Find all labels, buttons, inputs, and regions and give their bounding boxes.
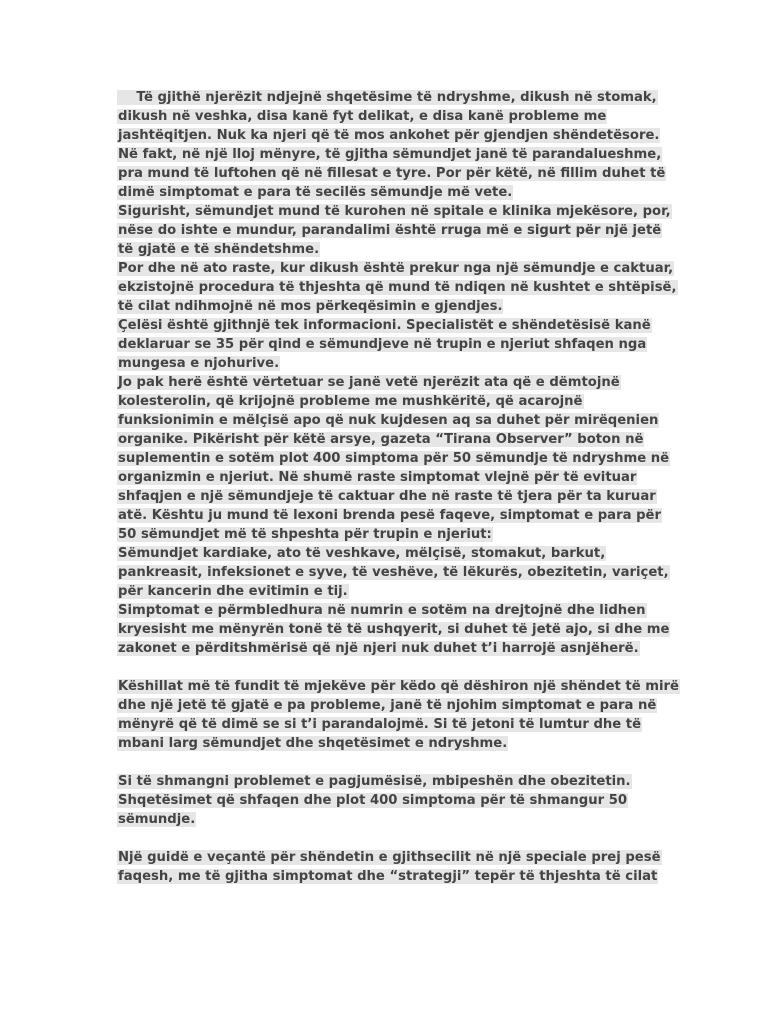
text-line	[117, 259, 674, 278]
text-line-content: atë. Kështu ju mund të lexoni brenda pesë faqeve, simptomat e para për	[118, 508, 661, 523]
text-line-content: funksionimin e mëlçisë apo që nuk kujdesen aq sa duhet për mirëqenien	[118, 413, 659, 428]
text-line	[117, 696, 657, 715]
text-line-content: Por dhe në ato raste, kur dikush është prekur nga një sëmundje e caktuar,	[118, 261, 674, 276]
text-line	[117, 354, 653, 373]
text-line	[117, 620, 670, 639]
text-line-content: ekzistojnë procedura të thjeshta që mund të ndiqen në kushtet e shtëpisë,	[118, 280, 677, 295]
text-line	[117, 164, 666, 183]
text-line	[117, 506, 661, 525]
text-line	[117, 867, 658, 886]
text-line	[117, 791, 653, 810]
text-line	[117, 601, 653, 620]
text-line	[117, 430, 653, 449]
text-line-content: deklaruar se 35 për qind e sëmundjeve në trupin e njeriut shfaqen nga	[118, 337, 647, 352]
text-line-content: të cilat ndihmojnë në mos përkeqësimin e gjendjes.	[118, 299, 503, 314]
text-line-content: Në fakt, në një lloj mënyre, të gjitha sëmundjet janë të parandalueshme,	[118, 147, 662, 162]
text-line-content: mënyrë që të dimë se si t’i parandalojmë. Si të jetoni të lumtur dhe të	[118, 717, 642, 732]
text-line-content: Simptomat e përmbledhura në numrin e sotëm na drejtojnë dhe lidhen	[118, 603, 646, 618]
text-line-content: për kancerin dhe evitimin e tij.	[118, 584, 348, 599]
text-line	[117, 221, 662, 240]
text-line-content: të gjatë e të shëndetshme.	[118, 242, 320, 257]
text-line	[117, 335, 653, 354]
paragraph-gap	[117, 753, 653, 772]
text-line-content: mbani larg sëmundjet dhe shqetësimet e ndryshme.	[118, 736, 508, 751]
text-line	[117, 126, 660, 145]
text-line	[117, 544, 653, 563]
text-line-content: faqesh, me të gjitha simptomat dhe “strategji” tepër të thjeshta të cilat	[118, 869, 658, 884]
text-line	[117, 582, 653, 601]
text-line-content: Çelësi është gjithnjë tek informacioni. Specialistët e shëndetësisë kanë	[118, 318, 651, 333]
text-line-content: Një guidë e veçantë për shëndetin e gjithsecilit në një speciale prej pesë	[118, 850, 661, 865]
text-line-content: Si të shmangni problemet e pagjumësisë, mbipeshën dhe obezitetin.	[118, 774, 631, 789]
text-line	[117, 715, 653, 734]
text-line	[117, 392, 653, 411]
text-line	[117, 772, 653, 791]
document-body	[117, 88, 679, 886]
text-line-content: kryesisht me mënyrën tonë të të ushqyerit, si duhet të jetë ajo, si dhe me	[118, 622, 670, 637]
text-line-content: nëse do ishte e mundur, parandalimi është rruga më e sigurt për një jetë	[118, 223, 662, 238]
text-line	[117, 848, 661, 867]
text-line-content: Shqetësimet që shfaqen dhe plot 400 simptoma për të shmangur 50	[118, 793, 628, 808]
text-line-content: kolesterolin, që krijojnë probleme me mushkëritë, që acarojnë	[118, 394, 583, 409]
paragraph-gap	[117, 829, 653, 848]
text-line	[117, 278, 677, 297]
text-line-content: Jo pak herë është vërtetuar se janë vetë njerëzit ata që e dëmtojnë	[118, 375, 620, 390]
text-line	[117, 145, 662, 164]
text-line-content: organike. Pikërisht për këtë arsye, gazeta “Tirana Observer” boton në	[118, 432, 644, 447]
text-line-content: Të gjithë njerëzit ndjejnë shqetësime të ndryshme, dikush në stomak,	[118, 90, 657, 105]
text-line-content: sëmundje.	[118, 812, 196, 827]
text-line-content: jashtëqitjen. Nuk ka njeri që të mos ankohet për gjendjen shëndetësore.	[118, 128, 660, 143]
text-line	[117, 107, 653, 126]
text-line	[117, 734, 653, 753]
text-line	[117, 468, 653, 487]
text-line-content: zakonet e përditshmërisë që një njeri nuk duhet t’i harrojë asnjëherë.	[118, 641, 639, 656]
text-line-content: Sigurisht, sëmundjet mund të kurohen në spitale e klinika mjekësore, por,	[118, 204, 671, 219]
text-line	[117, 240, 653, 259]
text-line	[117, 639, 653, 658]
text-line	[117, 810, 653, 829]
text-line	[117, 183, 653, 202]
text-line-content: mungesa e njohurive.	[118, 356, 280, 371]
text-line	[117, 297, 653, 316]
text-line	[117, 563, 669, 582]
text-line-content: shfaqjen e një sëmundjeje të caktuar dhe në raste të tjera për ta kuruar	[118, 489, 656, 504]
text-line	[117, 677, 679, 696]
text-line	[117, 88, 657, 107]
text-line	[117, 487, 656, 506]
text-line-content: organizmin e njeriut. Në shumë raste simptomat vlejnë për të evituar	[118, 470, 637, 485]
text-line	[117, 525, 653, 544]
paragraph-gap	[117, 658, 653, 677]
text-line	[117, 449, 670, 468]
text-line-content: dimë simptomat e para të secilës sëmundje më vete.	[118, 185, 513, 200]
text-line	[117, 202, 671, 221]
text-line	[117, 373, 653, 392]
text-line-content: Këshillat më të fundit të mjekëve për këdo që dëshiron një shëndet të mirë	[118, 679, 679, 694]
text-line-content: Sëmundjet kardiake, ato të veshkave, mëlçisë, stomakut, barkut,	[118, 546, 606, 561]
text-line	[117, 411, 659, 430]
text-line-content: dhe një jetë të gjatë e pa probleme, janë të njohim simptomat e para në	[118, 698, 657, 713]
text-line-content: suplementin e sotëm plot 400 simptoma për 50 sëmundje të ndryshme në	[118, 451, 670, 466]
text-line-content: pankreasit, infeksionet e syve, të veshëve, të lëkurës, obezitetin, variçet,	[118, 565, 669, 580]
text-line-content: pra mund të luftohen që në fillesat e tyre. Por për këtë, në fillim duhet të	[118, 166, 666, 181]
text-line-content: 50 sëmundjet më të shpeshta për trupin e njeriut:	[118, 527, 492, 542]
text-line-content: dikush në veshka, disa kanë fyt delikat, e disa kanë probleme me	[118, 109, 607, 124]
text-line	[117, 316, 653, 335]
